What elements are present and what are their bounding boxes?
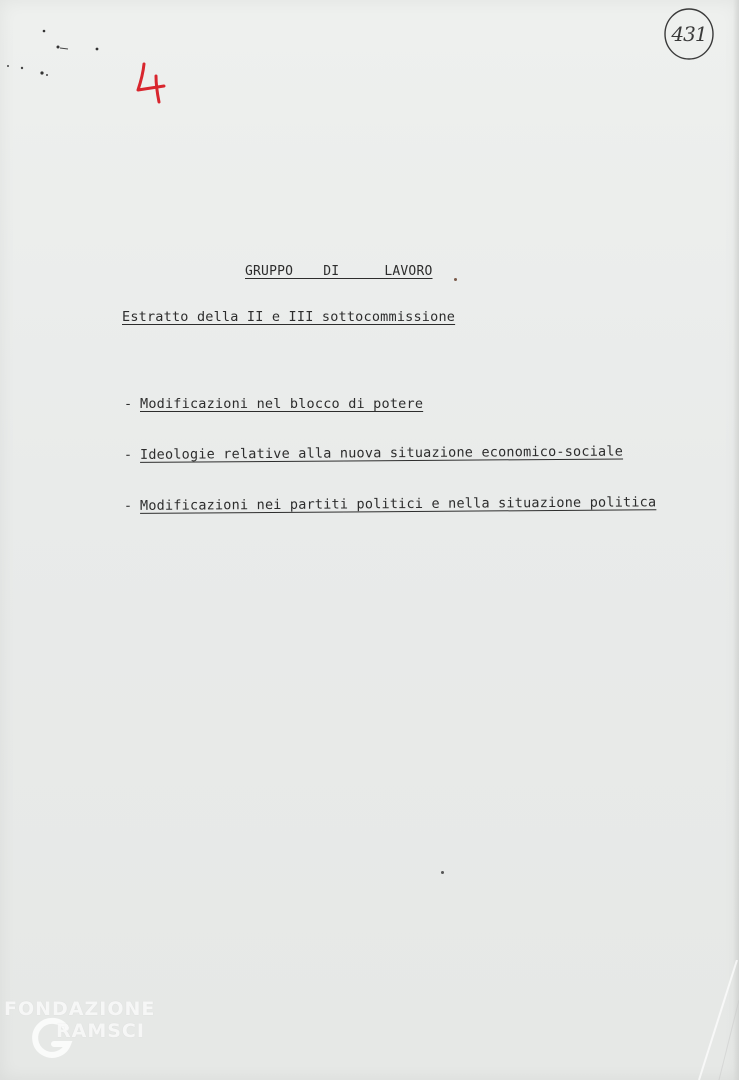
archive-number-stamp	[662, 6, 716, 62]
document-title: GRUPPO DI LAVORO	[245, 264, 433, 279]
document-subtitle: Estratto della II e III sottocommissione	[122, 309, 456, 325]
list-item-text: Modificazioni nel blocco di potere	[140, 396, 424, 412]
list-dash: -	[123, 446, 133, 463]
page-corner-crease	[679, 960, 739, 1080]
foundation-watermark	[4, 998, 204, 1068]
margin-specks	[0, 0, 120, 100]
list-dash: -	[124, 396, 133, 412]
list-item	[124, 444, 623, 463]
watermark-line-2: RAMSCI	[56, 1020, 145, 1042]
handwritten-number-four	[134, 60, 170, 106]
list-item	[124, 494, 656, 514]
list-item-text: Modificazioni nei partiti politici e nella situazione politica	[139, 494, 657, 514]
ink-dot	[454, 278, 457, 281]
list-item-text: Ideologie relative alla nuova situazione economico-sociale	[139, 443, 624, 463]
watermark-line-1: FONDAZIONE	[4, 998, 156, 1020]
paper-speck	[441, 871, 444, 874]
paper-edge	[733, 0, 739, 1080]
archive-number: 431	[671, 22, 707, 46]
list-dash: -	[123, 497, 133, 514]
list-item	[124, 396, 423, 412]
